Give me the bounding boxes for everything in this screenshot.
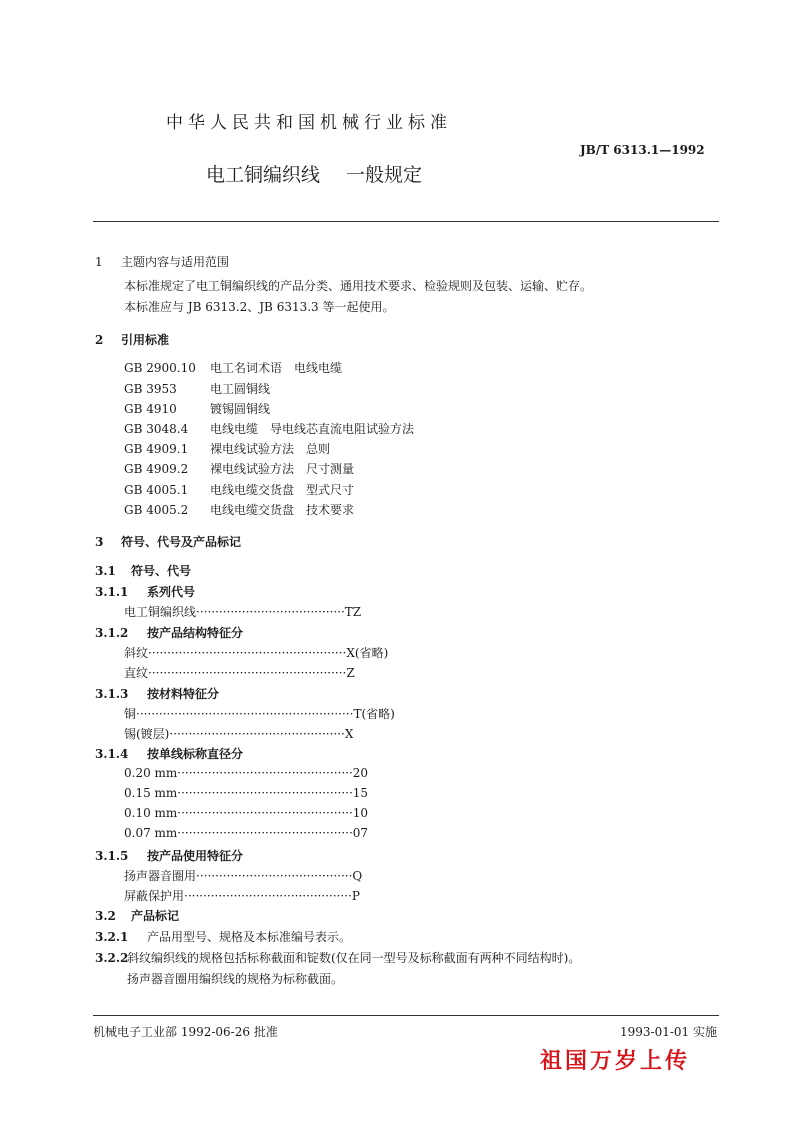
- section-3-1-3-number: 3.1.3: [95, 687, 129, 701]
- reference-title: 镀锡圆铜线: [210, 402, 271, 416]
- reference-title: 电线电缆 导电线芯直流电阻试验方法: [210, 422, 415, 436]
- code-label: 扬声器音圈用: [124, 869, 197, 883]
- section-3-1-4-heading: [95, 745, 243, 762]
- leader-dots: ··············································: [177, 786, 353, 800]
- section-3-2-2-text-continued: 扬声器音圈用编织线的规格为标称截面。: [127, 972, 344, 986]
- section-3-1-3-title: 按材料特征分: [147, 687, 220, 701]
- leader-dots: ··············································: [177, 806, 353, 820]
- code-value: 15: [352, 786, 369, 800]
- section-1-title: 主题内容与适用范围: [121, 255, 230, 269]
- section-3-1-3-heading: [95, 685, 219, 702]
- leader-dots: ····················································: [148, 666, 347, 680]
- leader-dots: ··············································: [169, 727, 345, 741]
- section-3-2-2: [95, 949, 580, 966]
- code-line: [124, 786, 368, 800]
- section-3-1-2-number: 3.1.2: [95, 626, 129, 640]
- code-value: Q: [352, 869, 363, 883]
- section-3-1-5-heading: [95, 847, 243, 864]
- section-3-1-number: 3.1: [95, 564, 116, 578]
- reference-title: 电工名词术语 电线电缆: [210, 361, 343, 375]
- top-rule: [93, 221, 719, 222]
- reference-item: [124, 481, 354, 498]
- code-label: 直纹: [124, 666, 149, 680]
- reference-code: GB 4909.2: [124, 462, 189, 476]
- code-label: 0.07 mm: [124, 826, 178, 840]
- reference-item: [124, 440, 330, 457]
- section-3-1-4-number: 3.1.4: [95, 747, 129, 761]
- section-3-1-1-number: 3.1.1: [95, 585, 129, 599]
- section-3-2-1: [95, 928, 351, 945]
- code-label: 锡(镀层): [124, 727, 170, 741]
- code-label: 电工铜编织线: [124, 605, 197, 619]
- leader-dots: ·························································: [136, 707, 354, 721]
- title-part-a: 电工铜编织线: [206, 164, 321, 186]
- section-3-1-4-title: 按单线标称直径分: [147, 747, 244, 761]
- code-line: [124, 705, 395, 722]
- section-3-1-2-heading: [95, 624, 243, 641]
- code-value: X(省略): [346, 646, 389, 660]
- reference-code: GB 3953: [124, 382, 177, 396]
- section-3-2-2-number: 3.2.2: [95, 951, 129, 965]
- reference-item: [124, 501, 354, 518]
- section-2-heading: [95, 331, 169, 348]
- reference-code: GB 2900.10: [124, 361, 196, 375]
- code-line: [124, 867, 362, 884]
- code-label: 0.20 mm: [124, 766, 178, 780]
- leader-dots: ·········································: [196, 869, 353, 883]
- section-3-1-5-number: 3.1.5: [95, 849, 129, 863]
- code-value: 07: [352, 826, 369, 840]
- section-3-2-1-text: 产品用型号、规格及本标准编号表示。: [147, 930, 352, 944]
- code-line: [124, 826, 368, 840]
- section-2-number: 2: [95, 333, 104, 347]
- leader-dots: ·······································: [196, 605, 345, 619]
- code-label: 0.10 mm: [124, 806, 178, 820]
- code-value: T(省略): [353, 707, 395, 721]
- reference-code: GB 4005.1: [124, 483, 189, 497]
- code-line: [124, 644, 388, 661]
- effective-date-line: 1993-01-01 实施: [620, 1025, 718, 1039]
- code-value: TZ: [344, 605, 362, 619]
- section-3-number: 3: [95, 535, 104, 549]
- reference-code: GB 4909.1: [124, 442, 189, 456]
- section-3-2-number: 3.2: [95, 909, 116, 923]
- reference-code: GB 4910: [124, 402, 177, 416]
- section-1-heading: [95, 253, 229, 270]
- section-3-heading: [95, 533, 241, 550]
- code-line: [124, 887, 360, 904]
- reference-title: 电线电缆交货盘 技术要求: [210, 503, 355, 517]
- title-part-b: 一般规定: [346, 164, 423, 186]
- document-title: [206, 160, 422, 187]
- section-3-1-heading: [95, 562, 191, 579]
- code-line: [124, 603, 361, 620]
- code-label: 0.15 mm: [124, 786, 178, 800]
- leader-dots: ··············································: [177, 766, 353, 780]
- leader-dots: ····················································: [148, 646, 347, 660]
- code-value: X: [344, 727, 354, 741]
- code-label: 屏蔽保护用: [124, 889, 185, 903]
- standard-number: JB/T 6313.1—1992: [580, 143, 705, 157]
- section-3-1-1-title: 系列代号: [147, 585, 196, 599]
- red-watermark-text: 祖国万岁上传: [540, 1048, 691, 1074]
- approval-line: 机械电子工业部 1992-06-26 批准: [93, 1025, 278, 1039]
- bottom-rule: [93, 1015, 719, 1016]
- section-3-1-5-title: 按产品使用特征分: [147, 849, 244, 863]
- section-3-1-2-title: 按产品结构特征分: [147, 626, 244, 640]
- section-3-2-1-number: 3.2.1: [95, 930, 129, 944]
- leader-dots: ············································: [184, 889, 352, 903]
- section-1-paragraph-1: 本标准规定了电工铜编织线的产品分类、通用技术要求、检验规则及包装、运输、贮存。: [124, 279, 593, 293]
- reference-code: GB 3048.4: [124, 422, 189, 436]
- code-line: [124, 725, 353, 742]
- code-value: Z: [346, 666, 355, 680]
- section-3-1-1-heading: [95, 583, 195, 600]
- reference-title: 裸电线试验方法 总则: [210, 442, 331, 456]
- standard-organization: 中华人民共和国机械行业标准: [166, 113, 452, 133]
- section-1-paragraph-2: 本标准应与 JB 6313.2、JB 6313.3 等一起使用。: [124, 300, 395, 314]
- reference-title: 电工圆铜线: [210, 382, 271, 396]
- section-3-2-2-text: 斜纹编织线的规格包括标称截面和锭数(仅在同一型号及标称截面有两种不同结构时)。: [127, 951, 581, 965]
- section-2-title: 引用标准: [121, 333, 170, 347]
- code-value: P: [351, 889, 360, 903]
- code-label: 铜: [124, 707, 137, 721]
- section-3-2-heading: [95, 907, 179, 924]
- section-3-1-title: 符号、代号: [131, 564, 192, 578]
- reference-item: [124, 380, 270, 397]
- leader-dots: ··············································: [177, 826, 353, 840]
- reference-item: [124, 420, 414, 437]
- code-line: [124, 806, 368, 820]
- reference-code: GB 4005.2: [124, 503, 189, 517]
- section-3-2-title: 产品标记: [131, 909, 180, 923]
- reference-title: 电线电缆交货盘 型式尺寸: [210, 483, 355, 497]
- reference-item: [124, 400, 270, 417]
- section-3-title: 符号、代号及产品标记: [121, 535, 242, 549]
- reference-title: 裸电线试验方法 尺寸测量: [210, 462, 355, 476]
- reference-item: [124, 359, 342, 376]
- code-line: [124, 664, 355, 681]
- code-value: 20: [352, 766, 369, 780]
- reference-item: [124, 460, 354, 477]
- code-label: 斜纹: [124, 646, 149, 660]
- section-1-number: 1: [95, 255, 103, 269]
- code-line: [124, 766, 368, 780]
- code-value: 10: [352, 806, 369, 820]
